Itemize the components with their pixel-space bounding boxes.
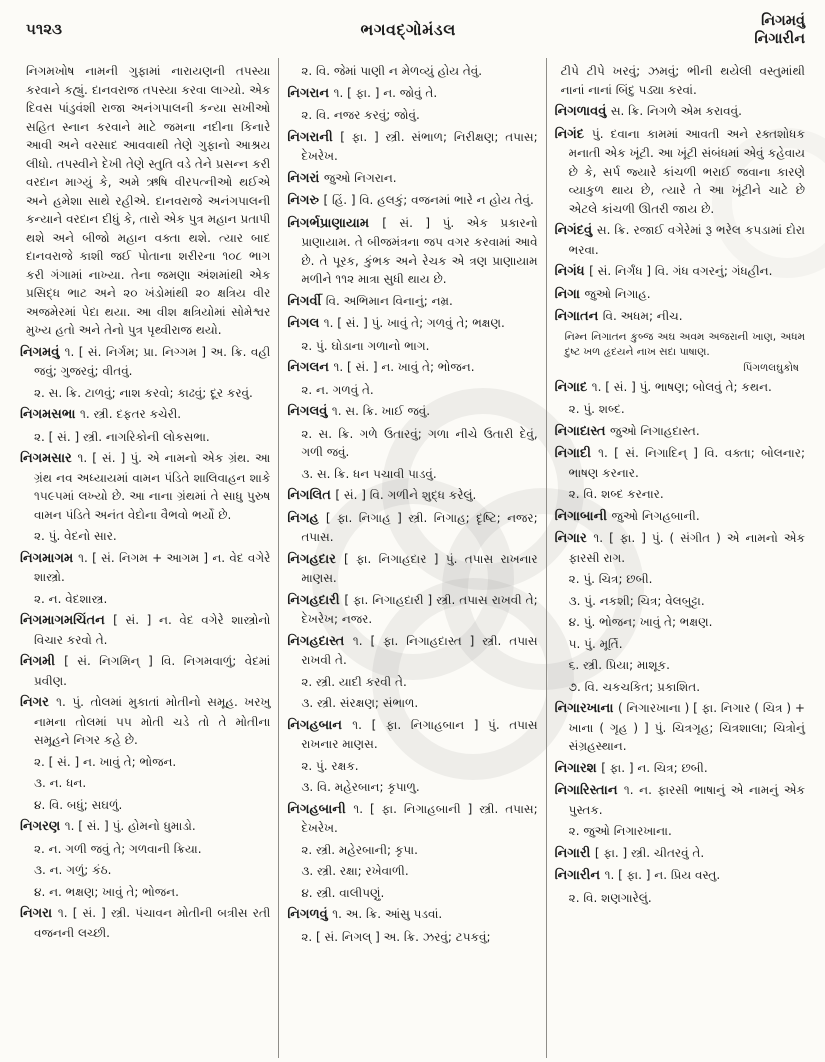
dictionary-entry: નિગાતન વિ. અધમ; નીચ. xyxy=(554,309,683,324)
sense-line: ૨. ન. ગળવું તે. xyxy=(301,382,374,397)
dictionary-entry: નિગાદી ૧. [ સં. નિગાદિન્ ] વિ. વક્તા; બોલનાર; ભાષણ કરનાર. xyxy=(554,446,805,480)
dictionary-entry: નિગમસભા ૧. સ્ત્રી. દફતર કચેરી. xyxy=(20,407,182,422)
headword: નિગહ xyxy=(287,510,326,526)
headword: નિગંદ xyxy=(554,126,592,142)
sense-line: ૨. સ. ક્રિ. ગળે ઉતારવું; ગળા નીચે ઉતારી દેવું, ગળી જવું. xyxy=(301,426,538,459)
dictionary-entry: નિગળવું ૧. અ. ક્રિ. આંસુ પડવાં. xyxy=(287,907,443,922)
sense-line: ૨. પું. ચિત્ર; છબી. xyxy=(568,572,653,586)
headword: નિગંધ xyxy=(554,264,590,279)
dictionary-entry: નિગલિત [ સં. ] વિ. ગળીને શુદ્ધ કરેલું. xyxy=(287,488,477,503)
headword: નિગરાં xyxy=(287,170,324,186)
headword: નિગાતન xyxy=(554,309,603,324)
sense-line: ૨. વિ. શણગારેલું. xyxy=(568,890,652,905)
guide-word-first: નિગમવું xyxy=(761,13,805,29)
dictionary-entry: નિગર્વી વિ. અભિમાન વિનાનું; નમ્ર. xyxy=(287,293,453,309)
headword: નિગાર xyxy=(554,531,594,546)
sense-line: ૪. પું. ભોજન; ખાવું તે; ભક્ષણ. xyxy=(568,615,713,629)
sense-line: ૨. [ સં. ] ન. ખાવું તે; ભોજન. xyxy=(34,754,177,769)
dictionary-entry: નિગાર ૧. [ ફા. ] પું. ( સંગીત ) એ નામનો એક ફારસી રાગ. xyxy=(554,531,805,565)
headword: નિગહબાની xyxy=(287,801,354,817)
dictionary-entry: નિગાબાની જુઓ નિગહબાની. xyxy=(554,508,700,524)
sense-line: ૨. વિ. નજર કરવું; જોવું. xyxy=(301,108,420,122)
sense-line: ૨. વિ. શબ્દ કરનાર. xyxy=(568,487,664,501)
sense-line: ૩. સ્ત્રી. સંરક્ષણ; સંભાળ. xyxy=(301,696,419,710)
dictionary-entry: નિગલ ૧. [ સં. ] પું. ખાવું તે; ગળવું તે; ભક્ષણ. xyxy=(287,316,505,331)
headword: નિગારિસ્તાન xyxy=(554,783,624,798)
page-number: ૫૧૨૩ xyxy=(26,20,63,38)
headword: નિગહદારી xyxy=(287,592,345,608)
dictionary-entry: નિગલવું ૧. સ. ક્રિ. ખાઈ જવું. xyxy=(287,404,431,419)
sense-line: ૨. પું. ઘોડાના ગળાનો ભાગ. xyxy=(301,338,430,353)
headword: નિગારશ xyxy=(554,760,602,776)
headword: નિગમસાર xyxy=(20,451,78,466)
text-columns xyxy=(12,58,813,1058)
headword: નિગલન xyxy=(287,360,334,375)
headword: નિગાદી xyxy=(554,446,599,461)
headword: નિગારી xyxy=(554,845,595,861)
dictionary-entry: નિગારી [ ફા. ] સ્ત્રી. ચીતરવું તે. xyxy=(554,845,705,861)
column-2 xyxy=(278,58,545,1058)
headword: નિગારખાના xyxy=(554,701,618,716)
dictionary-entry: નિગમી [ સં. નિગમિન્ ] વિ. નિગમવાળું; વેદમાં પ્રવીણ. xyxy=(20,654,271,688)
headword: નિગલ xyxy=(287,316,324,331)
headword: નિગરાન xyxy=(287,85,334,101)
headword: નિગરુ xyxy=(287,193,324,208)
headword: નિગહબાન xyxy=(287,717,353,733)
headword: નિગર્ભપ્રાણાયામ xyxy=(287,215,383,231)
dictionary-entry: નિગલન ૧. [ સં. ] ન. ખાવું તે; ભોજન. xyxy=(287,360,475,375)
sense-line: ૨. [ સં. ] સ્ત્રી. નાગરિકોની લોકસભા. xyxy=(34,429,210,444)
dictionary-entry: નિગરાન ૧. [ ફા. ] ન. જોવું તે. xyxy=(287,85,438,101)
dictionary-entry: નિગહ [ ફા. નિગાહ ] સ્ત્રી. નિગાહ; દૃષ્ટિ; નજર; તપાસ. xyxy=(287,510,538,544)
sense-line: ૪. ન. ભક્ષણ; ખાવું તે; ભોજન. xyxy=(34,884,179,899)
verse-quote: નિમ્ન નિગાતન કુબ્જ અઘ અવમ અજરાની ખાણ, અધમ દુષ્ટ ખળ હૃદયને નાખ સદા પાષાણ. xyxy=(564,330,805,358)
dictionary-entry: નિગરાની [ ફા. ] સ્ત્રી. સંભાળ; નિરીક્ષણ; તપાસ; દેખરેખ. xyxy=(287,129,538,163)
column-1 xyxy=(12,58,278,1058)
sense-line: ૨. [ સં. નિગલ્ ] અ. ક્રિ. ઝરવું; ટપકવું; xyxy=(301,929,491,944)
headword: નિગળવું xyxy=(287,907,333,922)
sense-line: ૨. સ્ત્રી. યાદી કરવી તે. xyxy=(301,674,407,689)
sense-line: ૬. સ્ત્રી. પ્રિયા; માશૂક. xyxy=(568,658,670,672)
sense-line: ૪. વિ. બધું; સઘળું. xyxy=(34,797,123,812)
dictionary-entry: નિગંધ [ સં. નિર્ગંધ ] વિ. ગંધ વગરનું; ગંધહીન. xyxy=(554,264,773,279)
headword: નિગર xyxy=(20,695,57,710)
dictionary-entry: નિગારિસ્તાન ૧. ન. ફારસી ભાષાનું એ નામનું એક પુસ્તક. xyxy=(554,783,805,817)
headword: નિગમાગમચિંતન xyxy=(20,613,114,628)
dictionary-entry: નિગાદ ૧. [ સં. ] પું. ભાષણ; બોલવું તે; કથન. xyxy=(554,379,772,395)
dictionary-entry: નિગાદાસ્ત જુઓ નિગાહદાસ્ત. xyxy=(554,423,700,439)
guide-word-last: નિગારીન xyxy=(754,31,805,48)
headword: નિગહદાર xyxy=(287,551,344,567)
dictionary-entry: નિગરાં જુઓ નિગરાન. xyxy=(287,170,397,186)
dictionary-entry: નિગહદારી [ ફા. નિગાહદારી ] સ્ત્રી. તપાસ રાખવી તે; દેખરેખ; નજર. xyxy=(287,592,538,626)
dictionary-entry: નિગમાગમ ૧. [ સં. નિગમ + આગમ ] ન. વેદ વગેરે શાસ્ત્રો. xyxy=(20,550,271,584)
headword: નિગરણ xyxy=(20,819,65,834)
sense-line: ૫. પું. મૂર્તિ. xyxy=(568,636,623,651)
dictionary-entry: નિગહબાન ૧. [ ફા. નિગાહબાન ] પું. તપાસ રાખનાર માણસ. xyxy=(287,717,538,751)
continuation-text: ટીપે ટીપે ખરવું; ઝમવું; ભીની થયેલી વસ્તુમાંથી નાનાં નાનાં બિંદુ પડ્યા કરવાં. xyxy=(560,64,805,97)
sense-line: ૨. પું. રક્ષક. xyxy=(301,758,359,773)
book-title: ભગવદ્ગોમંડલ xyxy=(360,20,456,39)
sense-line: ૨. વિ. જેમાં પાણી ન મેળવ્યું હોય તેવું. xyxy=(301,64,483,78)
dictionary-entry: નિગળાવવું સ. ક્રિ. નિગળે એમ કરાવવું. xyxy=(554,104,742,119)
sense-line: ૩. વિ. મહેરબાન; કૃપાળુ. xyxy=(301,780,420,794)
dictionary-entry: નિગારશ [ ફા. ] ન. ચિત્ર; છબી. xyxy=(554,760,708,776)
dictionary-entry: નિગા જુઓ નિગાહ. xyxy=(554,286,651,302)
dictionary-entry: નિગરણ ૧. [ સં. ] પું. હોમનો ધુમાડો. xyxy=(20,819,196,834)
sense-line: ૩. સ. ક્રિ. ધન પચાવી પાડવું. xyxy=(301,466,437,481)
headword: નિગાદાસ્ત xyxy=(554,423,610,439)
guide-words xyxy=(754,12,805,48)
dictionary-entry: નિગમાગમચિંતન [ સં. ] ન. વેદ વગેરે શાસ્ત્રોનો વિચાર કરવો તે. xyxy=(20,613,271,647)
page-header xyxy=(12,8,813,58)
headword: નિગા xyxy=(554,286,585,302)
sense-line: ૨. સ્ત્રી. મહેરબાની; કૃપા. xyxy=(301,842,418,857)
dictionary-entry: નિગંદ પું. દવાના કામમાં આવતી અને રક્તશોધક મનાતી એક ખૂંટી. આ ખૂંટી સંબંધમાં એવું કહેવાય છે કે, સર્પ જ્યારે કાંચળી ભરાઈ જવાના કારણે વ્યાકુળ થાય છે, ત્યારે તે આ ખૂંટીને ચાટે છે એટલે કાંચળી ઊતરી જાય છે. xyxy=(554,126,805,216)
dictionary-entry: નિગહબાની ૧. [ ફા. નિગાહબાની ] સ્ત્રી. તપાસ; દેખરેખ. xyxy=(287,801,538,835)
headword: નિગલિત xyxy=(287,488,336,503)
sense-line: ૩. પું. નકશી; ચિત્ર; વેલબુટ્ટા. xyxy=(568,593,705,608)
sense-line: ૨. સ. ક્રિ. ટાળવું; નાશ કરવો; કાઢવું; દૂર કરવું. xyxy=(34,385,253,400)
sense-line: ૩. ન. ધન. xyxy=(34,776,87,790)
dictionary-entry: નિગર્ભપ્રાણાયામ [ સં. ] પું. એક પ્રકારનો પ્રાણાયામ. તે બીજમંત્રના જપ વગર કરવામાં આવે છે. તે પૂરક, કુંભક અને રેચક એ ત્રણ પ્રાણાયામ મળીને ૧૧૨ માત્રા સુધી થાય છે. xyxy=(287,215,538,286)
headword: નિગળાવવું xyxy=(554,104,611,119)
dictionary-entry: નિગમસાર ૧. [ સં. ] પું. એ નામનો એક ગ્રંથ. આ ગ્રંથ નવ અધ્યાયમાં વામન પંડિતે શાલિવાહન શાકે ૧૫૯૫માં લખ્યો છે. આ નાના ગ્રંથમાં તે સાધુ પુરુષ વામન પંડિતે અનંત વેદોના વૈભવો ભર્યો છે. xyxy=(20,451,271,522)
sense-line: ૨. ન. ગળી જવું તે; ગળવાની ક્રિયા. xyxy=(34,841,202,856)
dictionary-entry: નિગહદાસ્ત ૧. [ ફા. નિગાહદાસ્ત ] સ્ત્રી. તપાસ રાખવી તે. xyxy=(287,633,538,667)
column-3 xyxy=(546,58,813,1058)
dictionary-entry: નિગમવું ૧. [ સં. નિર્ગમ; પ્રા. નિગ્ગમ ] અ. ક્રિ. વહી જવું; ગુજરવું; વીતવું. xyxy=(20,344,271,378)
sense-line: ૩. સ્ત્રી. રક્ષા; રખેવાળી. xyxy=(301,864,409,878)
headword: નિગરા xyxy=(20,906,58,921)
sense-line: ૩. ન. ગળું; કંઠ. xyxy=(34,863,112,877)
dictionary-entry: નિગહદાર [ ફા. નિગાહદાર ] પું. તપાસ રાખનાર માણસ. xyxy=(287,551,538,585)
sense-line: ૨. પું. વેદનો સાર. xyxy=(34,529,117,543)
sense-line: ૨. જુઓ નિગારખાના. xyxy=(568,824,672,838)
dictionary-entry: નિગારીન ૧. [ ફા. ] ન. પ્રિય વસ્તુ. xyxy=(554,868,721,883)
headword: નિગંદવું xyxy=(554,223,597,238)
dictionary-entry: નિગારખાના ( નિગારખાના ) [ ફા. નિગાર ( ચિત્ર ) + ખાના ( ગૃહ ) ] પું. ચિત્રગૃહ; ચિત્રશાલા; ચિત્રોનું સંગ્રહસ્થાન. xyxy=(554,701,805,753)
headword: નિગાબાની xyxy=(554,508,612,524)
headword: નિગર્વી xyxy=(287,293,326,309)
dictionary-entry: નિગરા ૧. [ સં. ] સ્ત્રી. પંચાવન મોતીની બત્રીસ રતી વજનની લચ્છી. xyxy=(20,906,271,940)
headword: નિગમવું xyxy=(20,344,65,360)
headword: નિગહદાસ્ત xyxy=(287,633,353,649)
verse-attribution: પિંગળલઘુકોષ xyxy=(743,361,799,374)
sense-line: ૨. પું. શબ્દ. xyxy=(568,402,625,416)
dictionary-entry: નિગરુ [ હિં. ] વિ. હલકું; વજનમાં ભારે ન હોય તેવું. xyxy=(287,193,534,208)
headword: નિગમી xyxy=(20,654,65,669)
headword: નિગાદ xyxy=(554,379,592,395)
sense-line: ૨. ન. વેદશાસ્ત્ર. xyxy=(34,591,108,606)
dictionary-entry: નિગર ૧. પું. તોલમાં મુકાતાં મોતીનો સમૂહ. ખરખુ નામના તોલમાં ૫૫ મોતી ચડે તો તે મોતીના સમૂહને નિગર કહે છે. xyxy=(20,695,271,747)
headword: નિગમસભા xyxy=(20,407,80,422)
continuation-text: નિગમખોષ નામની ગુફામાં નારાયણની તપસ્યા કરવાને કહ્યું. દાનવરાજ તપસ્યા કરવા લાગ્યો. એક દિવસ પાંડુવંશી રાજા અનંગપાલની કન્યા સખીઓ સહિત સ્નાન કરવાને માટે જમના નદીના કિનારે આવી અને વરસાદ આવવાથી તેણે ગુફાનો આશ્રય લીધો. તપસ્વીને દેખી તેણે સ્તુતિ વડે તેને પ્રસન્ન કરી વરદાન માગ્યું કે, અમે ઋષિ વીરપત્નીઓ થઈએ અને હમેશા સાથે રહીએ. દાનવરાજે અનંગપાલની કન્યાને વરદાન દીધું કે, તારો એક પુત્ર મહાન પ્રતાપી થશે અને બીજો મહાન વક્તા થશે. ત્યાર બાદ દાનવરાજે કાશી જઈ પોતાના શરીરના ૧૦૮ ભાગ કરી ગંગામાં નાખ્યા. તેના જમણા અંશમાંથી એક પ્રસિદ્ધ ભાટ અને ૨૦ ખંડોમાંથી ૨૦ ક્ષત્રિય વીર અજમેરમાં પેદા થયા. આ વીશ ક્ષત્રિયોમાં સોમેશ્વર મુખ્ય હતો અને તેનો પુત્ર પૃથ્વીરાજ થયો. xyxy=(26,64,271,337)
dictionary-entry: નિગંદવું સ. ક્રિ. રજાઈ વગેરેમાં રૂ ભરેલ કપડામાં દોરા ભરવા. xyxy=(554,223,805,257)
headword: નિગારીન xyxy=(554,868,605,883)
headword: નિગરાની xyxy=(287,129,341,145)
headword: નિગલવું xyxy=(287,404,332,419)
headword: નિગમાગમ xyxy=(20,550,79,566)
sense-line: ૭. વિ. ચકચકિત; પ્રકાશિત. xyxy=(568,679,701,694)
sense-line: ૪. સ્ત્રી. વાલીપણું. xyxy=(301,885,385,900)
